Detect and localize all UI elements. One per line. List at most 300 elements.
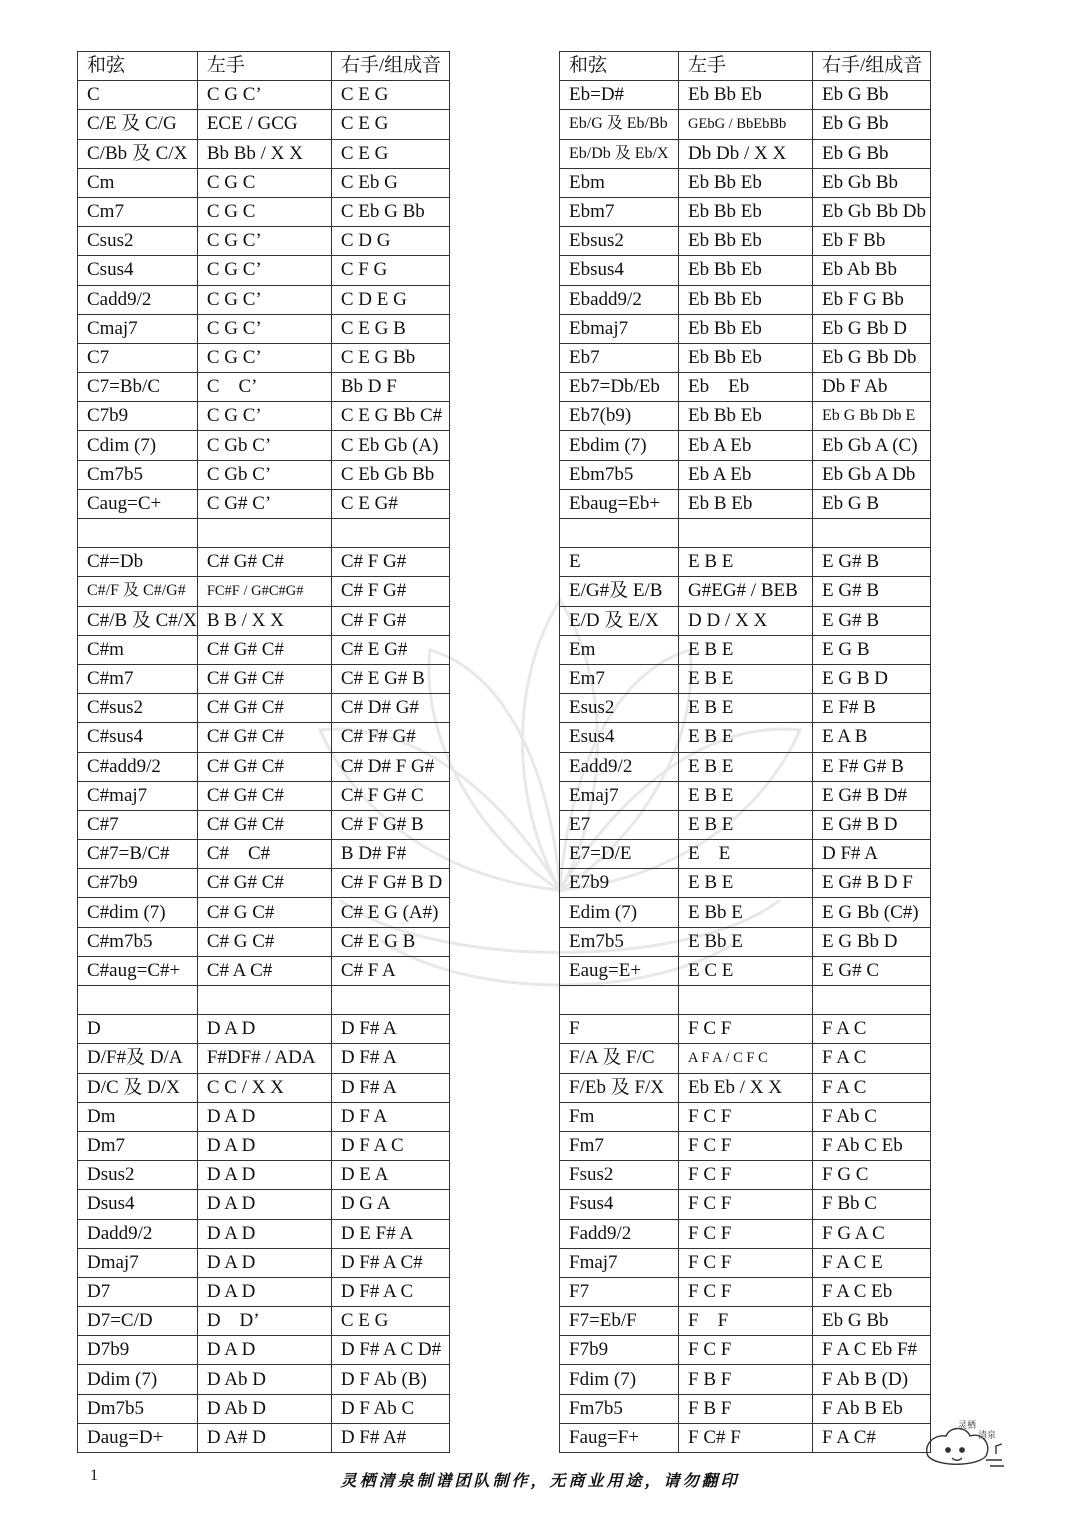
left-hand-cell: D A D xyxy=(197,1336,331,1365)
table-row xyxy=(78,285,450,314)
table-row xyxy=(78,723,450,752)
chord-name-cell: C#=Db xyxy=(78,548,198,577)
table-row xyxy=(78,1044,450,1073)
table-row xyxy=(78,256,450,285)
right-hand-cell: F A C# xyxy=(813,1423,931,1452)
left-hand-cell: C G C’ xyxy=(197,343,331,372)
right-hand-cell: Eb G Bb xyxy=(813,1307,931,1336)
right-hand-cell: C D G xyxy=(331,227,449,256)
left-hand-cell: C# G# C# xyxy=(197,635,331,664)
right-hand-cell: D F# A xyxy=(331,1015,449,1044)
table-row xyxy=(78,606,450,635)
right-hand-cell: D F# A# xyxy=(331,1423,449,1452)
table-row xyxy=(78,373,450,402)
right-hand-cell: D F A xyxy=(331,1102,449,1131)
right-hand-cell xyxy=(331,986,449,1015)
left-hand-cell: E E xyxy=(679,840,813,869)
left-hand-cell: C# G# C# xyxy=(197,723,331,752)
left-hand-cell: Eb Bb Eb xyxy=(679,343,813,372)
table-row xyxy=(560,577,931,606)
left-hand-cell: F C F xyxy=(679,1336,813,1365)
chord-name-cell: C#m7b5 xyxy=(78,927,198,956)
chord-name-cell: Eb7 xyxy=(560,343,679,372)
right-hand-cell: F A C E xyxy=(813,1248,931,1277)
chord-name-cell xyxy=(78,519,198,548)
chord-name-cell: Eaug=E+ xyxy=(560,956,679,985)
table-row xyxy=(78,1277,450,1306)
right-hand-cell: E G# C xyxy=(813,956,931,985)
table-row xyxy=(78,577,450,606)
right-hand-cell: E F# B xyxy=(813,694,931,723)
chord-name-cell: Em xyxy=(560,635,679,664)
table-row xyxy=(560,664,931,693)
right-hand-cell: C# E G# xyxy=(331,635,449,664)
table-row xyxy=(78,869,450,898)
left-hand-cell: D A D xyxy=(197,1161,331,1190)
right-hand-cell: C E G B xyxy=(331,314,449,343)
right-hand-cell: C# F G# C xyxy=(331,781,449,810)
right-hand-cell: C# E G B xyxy=(331,927,449,956)
chord-name-cell: D/F#及 D/A xyxy=(78,1044,198,1073)
right-hand-cell: Db F Ab xyxy=(813,373,931,402)
left-hand-cell: D A D xyxy=(197,1131,331,1160)
svg-text:灵栖: 灵栖 xyxy=(958,1421,977,1431)
left-hand-cell: C G# C’ xyxy=(197,489,331,518)
table-row xyxy=(78,81,450,110)
left-hand-cell: F B F xyxy=(679,1365,813,1394)
chord-name-cell: Dmaj7 xyxy=(78,1248,198,1277)
chord-name-cell: C#m7 xyxy=(78,664,198,693)
left-hand-cell: E Bb E xyxy=(679,898,813,927)
table-row xyxy=(560,635,931,664)
right-hand-cell: E G Bb D xyxy=(813,927,931,956)
table-row xyxy=(560,314,931,343)
right-hand-cell: Eb F G Bb xyxy=(813,285,931,314)
chord-name-cell: Ebmaj7 xyxy=(560,314,679,343)
chord-name-cell: Ebm xyxy=(560,168,679,197)
right-hand-cell: D F Ab (B) xyxy=(331,1365,449,1394)
right-hand-cell: C Eb G Bb xyxy=(331,197,449,226)
right-hand-cell: E G# B D xyxy=(813,810,931,839)
table-row xyxy=(560,431,931,460)
table-row xyxy=(560,285,931,314)
table-row xyxy=(560,489,931,518)
chord-name-cell: E7 xyxy=(560,810,679,839)
left-hand-cell: F C F xyxy=(679,1161,813,1190)
right-hand-cell xyxy=(813,986,931,1015)
right-hand-cell: Eb G Bb Db xyxy=(813,343,931,372)
table-row xyxy=(560,723,931,752)
chord-name-cell: Ebsus2 xyxy=(560,227,679,256)
table-row xyxy=(560,1307,931,1336)
right-hand-cell: F A C Eb F# xyxy=(813,1336,931,1365)
footer-credit: 灵栖清泉制谱团队制作，无商业用途，请勿翻印 xyxy=(340,1471,740,1490)
right-hand-cell: C E G xyxy=(331,139,449,168)
chord-name-cell: E/G#及 E/B xyxy=(560,577,679,606)
right-hand-cell: D F# A xyxy=(331,1073,449,1102)
chord-table-left xyxy=(77,51,450,1453)
left-hand-cell: C# G C# xyxy=(197,927,331,956)
chord-name-cell: Caug=C+ xyxy=(78,489,198,518)
left-hand-cell: C G C’ xyxy=(197,314,331,343)
table-row xyxy=(560,402,931,431)
chord-name-cell: C#7b9 xyxy=(78,869,198,898)
right-hand-cell: C# F G# xyxy=(331,548,449,577)
left-hand-cell: C G C’ xyxy=(197,285,331,314)
chord-name-cell: C xyxy=(78,81,198,110)
left-hand-cell: Eb Bb Eb xyxy=(679,81,813,110)
right-hand-cell: D E F# A xyxy=(331,1219,449,1248)
table-row xyxy=(78,1102,450,1131)
chord-name-cell: Fsus2 xyxy=(560,1161,679,1190)
right-hand-cell: D G A xyxy=(331,1190,449,1219)
column-header: 左手 xyxy=(197,52,331,81)
left-hand-cell: D D’ xyxy=(197,1307,331,1336)
right-hand-cell: Eb Gb Bb Db xyxy=(813,197,931,226)
left-hand-cell: GEbG / BbEbBb xyxy=(679,110,813,139)
chord-name-cell: C#sus2 xyxy=(78,694,198,723)
chord-name-cell: C#/F 及 C#/G# xyxy=(78,577,198,606)
chord-name-cell: Fm7 xyxy=(560,1131,679,1160)
chord-name-cell: D7 xyxy=(78,1277,198,1306)
chord-name-cell: E7=D/E xyxy=(560,840,679,869)
table-row xyxy=(560,373,931,402)
chord-name-cell: Cm7b5 xyxy=(78,460,198,489)
chord-name-cell: F7=Eb/F xyxy=(560,1307,679,1336)
left-hand-cell: C Gb C’ xyxy=(197,431,331,460)
left-hand-cell: C# G C# xyxy=(197,898,331,927)
chord-name-cell: Cmaj7 xyxy=(78,314,198,343)
chord-name-cell: Fmaj7 xyxy=(560,1248,679,1277)
right-hand-cell: E G# B D# xyxy=(813,781,931,810)
left-hand-cell: E B E xyxy=(679,664,813,693)
table-row xyxy=(560,1248,931,1277)
right-hand-cell: C E G xyxy=(331,110,449,139)
left-hand-cell: F#DF# / ADA xyxy=(197,1044,331,1073)
right-hand-cell: Eb F Bb xyxy=(813,227,931,256)
left-hand-cell: Eb Bb Eb xyxy=(679,402,813,431)
right-hand-cell: E A B xyxy=(813,723,931,752)
chord-name-cell: Em7b5 xyxy=(560,927,679,956)
table-row xyxy=(560,606,931,635)
left-hand-cell: E B E xyxy=(679,548,813,577)
right-hand-cell: F Ab C Eb xyxy=(813,1131,931,1160)
left-hand-cell: F C F xyxy=(679,1248,813,1277)
table-row xyxy=(78,139,450,168)
right-hand-cell: F G A C xyxy=(813,1219,931,1248)
chord-name-cell: Edim (7) xyxy=(560,898,679,927)
right-hand-cell: C Eb Gb Bb xyxy=(331,460,449,489)
table-row xyxy=(560,1015,931,1044)
chord-name-cell: Ebaug=Eb+ xyxy=(560,489,679,518)
right-hand-cell: C Eb Gb (A) xyxy=(331,431,449,460)
table-row xyxy=(560,1131,931,1160)
table-row xyxy=(78,197,450,226)
table-row xyxy=(560,1365,931,1394)
table-row xyxy=(78,431,450,460)
chord-name-cell: D/C 及 D/X xyxy=(78,1073,198,1102)
chord-name-cell: Eb7(b9) xyxy=(560,402,679,431)
chord-name-cell: Cm xyxy=(78,168,198,197)
chord-name-cell: F xyxy=(560,1015,679,1044)
chord-name-cell: C7=Bb/C xyxy=(78,373,198,402)
chord-name-cell: Eadd9/2 xyxy=(560,752,679,781)
left-hand-cell: F C F xyxy=(679,1190,813,1219)
chord-name-cell: F/Eb 及 F/X xyxy=(560,1073,679,1102)
table-row xyxy=(78,548,450,577)
left-hand-cell: F C F xyxy=(679,1277,813,1306)
chord-name-cell xyxy=(560,986,679,1015)
left-hand-cell: D A D xyxy=(197,1102,331,1131)
left-hand-cell: D Ab D xyxy=(197,1365,331,1394)
left-hand-cell: E B E xyxy=(679,752,813,781)
left-hand-cell: D D / X X xyxy=(679,606,813,635)
right-hand-cell: Eb Gb A Db xyxy=(813,460,931,489)
left-hand-cell: F F xyxy=(679,1307,813,1336)
right-hand-cell: F A C xyxy=(813,1015,931,1044)
right-hand-cell: C E G Bb C# xyxy=(331,402,449,431)
left-hand-cell: F B F xyxy=(679,1394,813,1423)
table-row xyxy=(78,898,450,927)
left-hand-cell: Eb Bb Eb xyxy=(679,197,813,226)
page-number: 1 xyxy=(90,1467,98,1484)
table-row xyxy=(560,927,931,956)
left-hand-cell: C G C’ xyxy=(197,227,331,256)
table-row xyxy=(78,314,450,343)
chord-name-cell: Fadd9/2 xyxy=(560,1219,679,1248)
right-hand-cell: E G# B xyxy=(813,548,931,577)
table-row xyxy=(78,1394,450,1423)
left-hand-cell xyxy=(197,986,331,1015)
right-hand-cell: Eb Gb Bb xyxy=(813,168,931,197)
right-hand-cell: C# F A xyxy=(331,956,449,985)
table-row xyxy=(78,1190,450,1219)
table-row xyxy=(560,460,931,489)
table-row xyxy=(78,694,450,723)
table-row xyxy=(560,1190,931,1219)
table-row xyxy=(78,840,450,869)
chord-name-cell: Fm xyxy=(560,1102,679,1131)
table-row xyxy=(560,1161,931,1190)
right-hand-cell: Eb G Bb xyxy=(813,139,931,168)
table-row xyxy=(560,519,931,548)
left-hand-cell xyxy=(679,986,813,1015)
chord-name-cell: C#add9/2 xyxy=(78,752,198,781)
chord-name-cell: Esus2 xyxy=(560,694,679,723)
table-row xyxy=(560,1277,931,1306)
right-hand-cell: C# E G# B xyxy=(331,664,449,693)
right-hand-cell: Eb G Bb Db E xyxy=(813,402,931,431)
left-hand-cell: Eb Bb Eb xyxy=(679,256,813,285)
table-row xyxy=(560,1336,931,1365)
chord-name-cell: C#sus4 xyxy=(78,723,198,752)
right-header-row xyxy=(560,52,931,81)
table-row xyxy=(560,1102,931,1131)
table-row xyxy=(78,1248,450,1277)
right-hand-cell: C E G# xyxy=(331,489,449,518)
left-hand-cell: C G C’ xyxy=(197,81,331,110)
table-row xyxy=(78,664,450,693)
left-hand-cell: E Bb E xyxy=(679,927,813,956)
table-row xyxy=(78,1423,450,1452)
chord-name-cell: D7=C/D xyxy=(78,1307,198,1336)
left-hand-cell: Bb Bb / X X xyxy=(197,139,331,168)
right-hand-cell: C# D# F G# xyxy=(331,752,449,781)
chord-name-cell: Emaj7 xyxy=(560,781,679,810)
chord-name-cell xyxy=(560,519,679,548)
right-hand-cell: E G# B xyxy=(813,606,931,635)
table-row xyxy=(560,781,931,810)
left-hand-cell: Eb B Eb xyxy=(679,489,813,518)
right-hand-cell: E G# B xyxy=(813,577,931,606)
left-hand-cell: Eb A Eb xyxy=(679,460,813,489)
left-hand-cell: D A D xyxy=(197,1248,331,1277)
column-header: 和弦 xyxy=(78,52,198,81)
right-hand-cell: D F A C xyxy=(331,1131,449,1160)
chord-name-cell: D xyxy=(78,1015,198,1044)
table-row xyxy=(78,1307,450,1336)
chord-name-cell: C#7 xyxy=(78,810,198,839)
right-hand-cell: E G# B D F xyxy=(813,869,931,898)
chord-name-cell: C#m xyxy=(78,635,198,664)
table-row xyxy=(78,781,450,810)
chord-name-cell: Eb/G 及 Eb/Bb xyxy=(560,110,679,139)
chord-name-cell: Csus2 xyxy=(78,227,198,256)
right-hand-cell: C# F# G# xyxy=(331,723,449,752)
right-hand-cell: D E A xyxy=(331,1161,449,1190)
chord-name-cell: Ebm7b5 xyxy=(560,460,679,489)
table-row xyxy=(560,869,931,898)
chord-table-right xyxy=(559,51,931,1453)
table-row xyxy=(560,139,931,168)
right-hand-cell: C E G xyxy=(331,81,449,110)
right-hand-cell: C# F G# xyxy=(331,577,449,606)
right-hand-cell: D F# A xyxy=(331,1044,449,1073)
left-hand-cell: Eb Bb Eb xyxy=(679,168,813,197)
table-row xyxy=(78,402,450,431)
left-hand-cell: C Gb C’ xyxy=(197,460,331,489)
left-hand-cell: F C# F xyxy=(679,1423,813,1452)
left-hand-cell: C G C’ xyxy=(197,256,331,285)
table-row xyxy=(78,1161,450,1190)
left-hand-cell: C# G# C# xyxy=(197,548,331,577)
chord-name-cell: F7b9 xyxy=(560,1336,679,1365)
left-hand-cell: C C / X X xyxy=(197,1073,331,1102)
chord-name-cell: Ebadd9/2 xyxy=(560,285,679,314)
right-hand-cell: C# D# G# xyxy=(331,694,449,723)
svg-text:清泉: 清泉 xyxy=(978,1431,997,1441)
right-hand-cell: F Ab C xyxy=(813,1102,931,1131)
chord-name-cell: D7b9 xyxy=(78,1336,198,1365)
left-hand-cell: C G C xyxy=(197,197,331,226)
table-row xyxy=(78,227,450,256)
left-hand-cell: E C E xyxy=(679,956,813,985)
chord-name-cell: C#aug=C#+ xyxy=(78,956,198,985)
table-row xyxy=(78,927,450,956)
left-hand-cell: Eb Eb / X X xyxy=(679,1073,813,1102)
left-hand-cell: E B E xyxy=(679,781,813,810)
left-hand-cell: C# G# C# xyxy=(197,781,331,810)
chord-name-cell: C#maj7 xyxy=(78,781,198,810)
chord-name-cell: Ddim (7) xyxy=(78,1365,198,1394)
left-hand-cell: Eb Eb xyxy=(679,373,813,402)
chord-name-cell: Em7 xyxy=(560,664,679,693)
table-row xyxy=(78,1015,450,1044)
right-hand-cell: Eb G Bb D xyxy=(813,314,931,343)
left-hand-cell: Eb Bb Eb xyxy=(679,285,813,314)
chord-name-cell: Dsus2 xyxy=(78,1161,198,1190)
chord-name-cell: Dm7 xyxy=(78,1131,198,1160)
left-hand-cell: Eb Bb Eb xyxy=(679,314,813,343)
right-hand-cell xyxy=(331,519,449,548)
right-hand-cell: Eb Gb A (C) xyxy=(813,431,931,460)
chord-name-cell: Eb/Db 及 Eb/X xyxy=(560,139,679,168)
table-row xyxy=(560,1073,931,1102)
right-hand-cell: F A C xyxy=(813,1073,931,1102)
right-hand-cell: C D E G xyxy=(331,285,449,314)
chord-name-cell: Fsus4 xyxy=(560,1190,679,1219)
right-hand-cell: E G B D xyxy=(813,664,931,693)
table-row xyxy=(560,256,931,285)
table-row xyxy=(560,1423,931,1452)
left-hand-cell: C# G# C# xyxy=(197,694,331,723)
chord-name-cell: Dm xyxy=(78,1102,198,1131)
chord-name-cell: E7b9 xyxy=(560,869,679,898)
right-hand-cell: D F# A C D# xyxy=(331,1336,449,1365)
chord-name-cell: Ebdim (7) xyxy=(560,431,679,460)
right-hand-cell: E G B xyxy=(813,635,931,664)
right-hand-cell: E F# G# B xyxy=(813,752,931,781)
right-hand-cell: Eb G Bb xyxy=(813,110,931,139)
left-hand-cell: C# G# C# xyxy=(197,869,331,898)
chord-name-cell: C#/B 及 C#/X xyxy=(78,606,198,635)
table-row xyxy=(560,840,931,869)
chord-name-cell: C7b9 xyxy=(78,402,198,431)
left-hand-cell: F C F xyxy=(679,1015,813,1044)
chord-name-cell: C7 xyxy=(78,343,198,372)
column-header: 和弦 xyxy=(560,52,679,81)
table-row xyxy=(560,343,931,372)
right-hand-cell: C Eb G xyxy=(331,168,449,197)
left-hand-cell: B B / X X xyxy=(197,606,331,635)
table-row xyxy=(560,752,931,781)
left-hand-cell: FC#F / G#C#G# xyxy=(197,577,331,606)
chord-name-cell: C/Bb 及 C/X xyxy=(78,139,198,168)
right-hand-cell: C# F G# xyxy=(331,606,449,635)
right-hand-cell: Bb D F xyxy=(331,373,449,402)
left-hand-cell: F C F xyxy=(679,1219,813,1248)
table-row xyxy=(78,752,450,781)
table-row xyxy=(78,168,450,197)
table-row xyxy=(78,489,450,518)
right-hand-cell: C E G Bb xyxy=(331,343,449,372)
left-hand-cell: C# A C# xyxy=(197,956,331,985)
table-row xyxy=(560,694,931,723)
right-hand-cell: F A C Eb xyxy=(813,1277,931,1306)
right-hand-cell: D F# A xyxy=(813,840,931,869)
right-hand-cell: E G Bb (C#) xyxy=(813,898,931,927)
left-hand-cell: C# G# C# xyxy=(197,664,331,693)
right-hand-cell: Eb Ab Bb xyxy=(813,256,931,285)
sheep-logo-icon xyxy=(918,1416,1008,1476)
table-row xyxy=(560,197,931,226)
table-row xyxy=(560,810,931,839)
chord-name-cell: F7 xyxy=(560,1277,679,1306)
chord-name-cell: Dm7b5 xyxy=(78,1394,198,1423)
chord-name-cell: Eb7=Db/Eb xyxy=(560,373,679,402)
right-hand-cell: F Ab B (D) xyxy=(813,1365,931,1394)
chord-name-cell: Fm7b5 xyxy=(560,1394,679,1423)
